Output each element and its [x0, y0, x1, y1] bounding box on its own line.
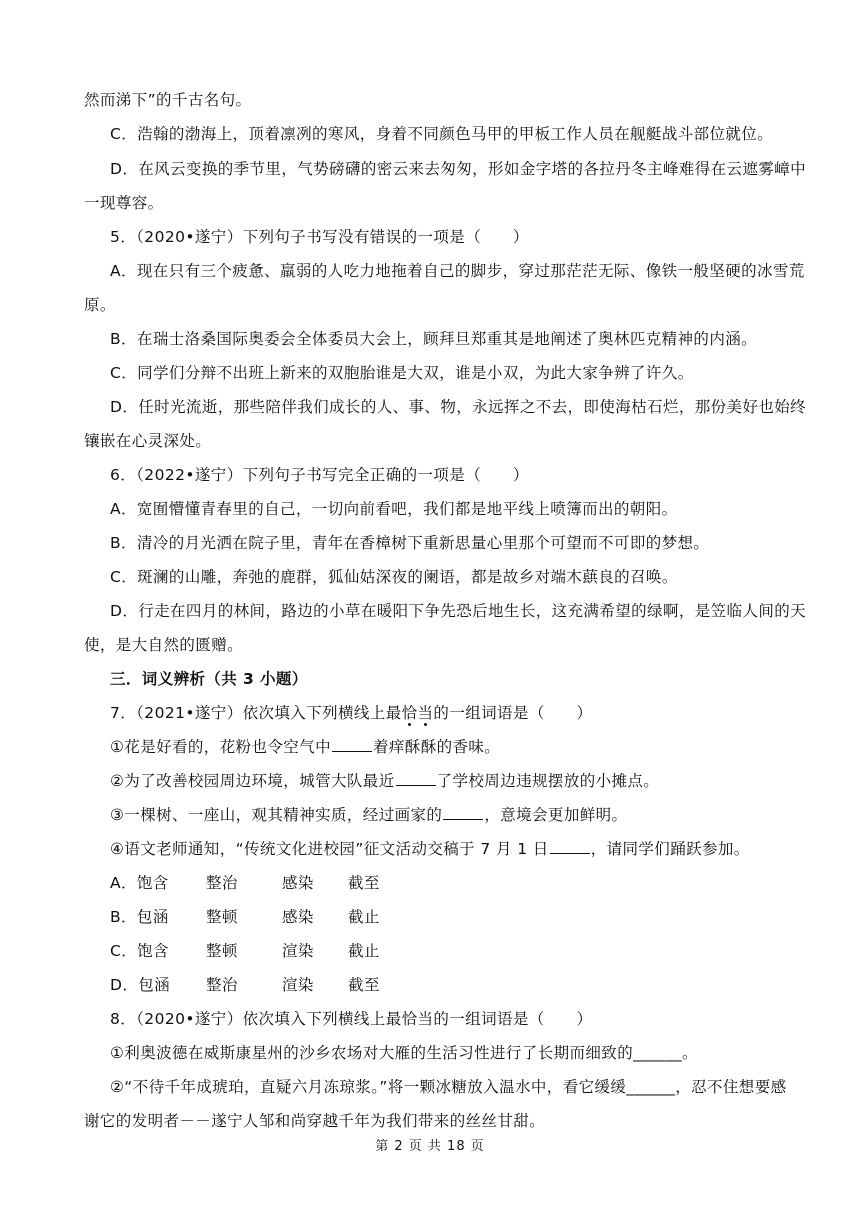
q7-item-text: 着痒酥酥的香味。 [373, 738, 501, 756]
q6-option-d: D．行走在四月的林间，路边的小草在暖阳下争先恐后地生长，这充满希望的绿啊，是笠临人间的天 [110, 602, 807, 620]
q7-item-text: ④语文老师通知，“传统文化进校园”征文活动交稿于 7 月 1 日 [110, 840, 549, 858]
emphasis-char: 恰 [401, 704, 418, 722]
text-line: 一现尊容。 [84, 194, 164, 212]
option-word: 整顿 [206, 942, 238, 960]
option-word: 渲染 [282, 976, 314, 994]
q7-item-text: ，意境会更加鲜明。 [484, 806, 628, 824]
fill-blank [332, 737, 372, 752]
option-word: 感染 [282, 908, 314, 926]
q7-item-text: ①花是好看的，花粉也令空气中 [110, 738, 331, 756]
fill-blank [396, 771, 436, 786]
fill-blank [550, 839, 590, 854]
q7-text: 的一组词语是（ ） [433, 704, 593, 722]
q7-item-text: ③一棵树、一座山，观其精神实质，经过画家的 [110, 806, 443, 824]
option-word: 整治 [206, 976, 238, 994]
option-label: B．包涵 [110, 908, 169, 926]
q7-item-text: ②为了改善校园周边环境，城管大队最近 [110, 772, 395, 790]
question-6: 6．（2022•遂宁）下列句子书写完全正确的一项是（ ） [110, 466, 529, 484]
q5-option-a: A．现在只有三个疲惫、羸弱的人吃力地拖着自己的脚步，穿过那茫茫无际、像铁一般坚硬的冰雪荒 [110, 262, 805, 280]
q6-option-b: B．清冷的月光洒在院子里，青年在香樟树下重新思量心里那个可望而不可即的梦想。 [110, 534, 710, 552]
fill-blank [443, 805, 483, 820]
q5-option-d: D．任时光流逝，那些陪伴我们成长的人、事、物，永远挥之不去，即使海枯石烂，那份美好也始终 [110, 398, 807, 416]
question-5: 5．（2020•遂宁）下列句子书写没有错误的一项是（ ） [110, 228, 529, 246]
option-word: 感染 [282, 874, 314, 892]
q6-option-c: C．斑澜的山雕，奔弛的鹿群，狐仙姑深夜的阑语，都是故乡对端木蕻良的召唤。 [110, 568, 678, 586]
option-c-line: C．浩翰的渤海上，顶着凛冽的寒风，身着不同颜色马甲的甲板工作人员在舰艇战斗部位就位。 [110, 125, 774, 143]
option-word: 截至 [348, 874, 380, 892]
option-label: A．饱含 [110, 874, 169, 892]
q7-item-1 [110, 735, 800, 757]
q5-option-d-cont: 镶嵌在心灵深处。 [84, 432, 212, 450]
q7-item-3 [110, 803, 800, 825]
q6-option-a: A．宽囿懵懂青春里的自己，一切向前看吧，我们都是地平线上喷簿而出的朝阳。 [110, 500, 678, 518]
q7-item-4 [110, 837, 800, 859]
option-label: D．包涵 [110, 976, 171, 994]
q6-option-d-cont: 使，是大自然的匮赠。 [84, 636, 244, 654]
q7-option-d [110, 973, 800, 995]
option-word: 整顿 [206, 908, 238, 926]
option-label: C．饱含 [110, 942, 169, 960]
q7-option-c [110, 939, 800, 961]
option-d-line: D．在风云变换的季节里，气势磅礴的密云来去匆匆，形如金字塔的各拉丹冬主峰难得在云遮雾嶂中 [110, 160, 807, 178]
option-word: 截止 [348, 908, 380, 926]
q8-item-2: ②“不待千年成琥珀，直疑六月冻琼浆。”将一颗冰糖放入温水中，看它缓缓______，忍不住想要感 [110, 1078, 787, 1096]
q7-item-2 [110, 769, 800, 791]
q5-option-b: B．在瑞士洛桑国际奥委会全体委员大会上，顾拜旦郑重其是地阐述了奥林匹克精神的内涵。 [110, 330, 758, 348]
question-7 [110, 701, 800, 723]
option-word: 截止 [348, 942, 380, 960]
emphasis-char: 当 [417, 704, 434, 722]
option-word: 渲染 [282, 942, 314, 960]
q7-item-text: 了学校周边违规摆放的小摊点。 [436, 772, 660, 790]
section-heading: 三．词义辨析（共 3 小题） [110, 670, 308, 688]
q7-item-text: ，请同学们踊跃参加。 [590, 840, 750, 858]
q8-item-2-cont: 谢它的发明者－－遂宁人邹和尚穿越千年为我们带来的丝丝甘甜。 [84, 1112, 546, 1130]
q5-option-c: C．同学们分辩不出班上新来的双胞胎谁是大双，谁是小双，为此大家争辨了许久。 [110, 364, 694, 382]
option-word: 整治 [206, 874, 238, 892]
question-8: 8．（2020•遂宁）依次填入下列横线上最恰当的一组词语是（ ） [110, 1010, 593, 1028]
q7-option-b [110, 905, 800, 927]
q8-item-1: ①利奥波德在威斯康星州的沙乡农场对大雁的生活习性进行了长期而细致的______。 [110, 1044, 698, 1062]
q7-option-a [110, 871, 800, 893]
option-word: 截至 [348, 976, 380, 994]
q5-option-a-cont: 原。 [84, 296, 116, 314]
q7-text: 7．（2021•遂宁）依次填入下列横线上最 [110, 704, 402, 722]
text-line: 然而涕下”的千古名句。 [84, 91, 252, 109]
page-footer: 第 2 页 共 18 页 [375, 1139, 485, 1154]
